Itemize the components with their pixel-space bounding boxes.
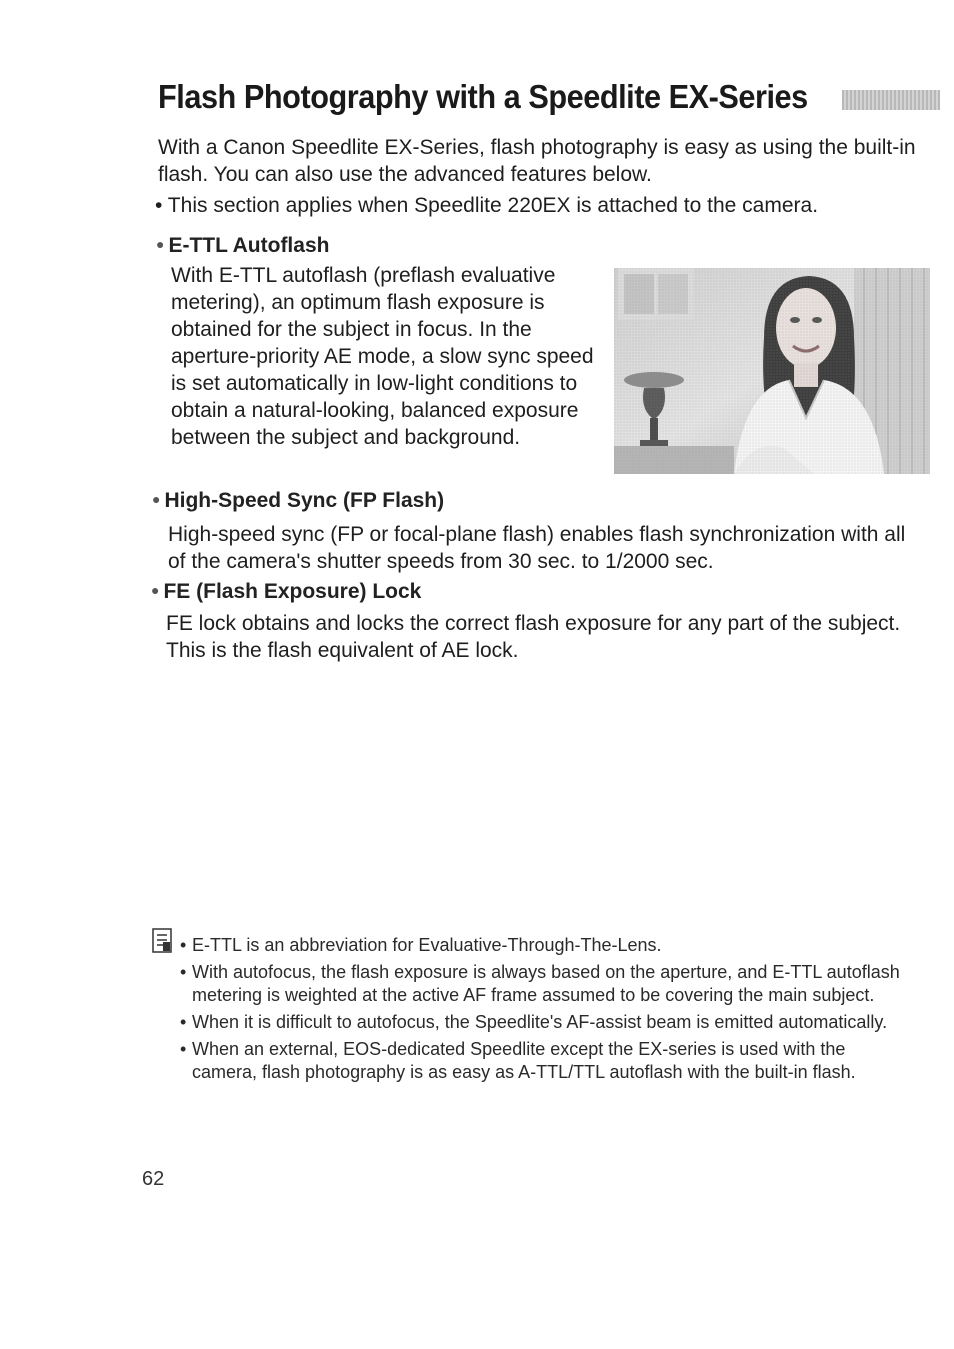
bullet: • [180,1039,187,1059]
title-decoration-bar [842,90,940,110]
list-item [180,934,910,957]
list-item [180,961,910,1007]
section-body-hss: High-speed sync (FP or focal-plane flash) enables flash synchronization with all of the camera's shutter speeds from 30 sec. to 1/2000 sec. [168,523,906,573]
intro-text: With a Canon Speedlite EX-Series, flash photography is easy as using the built-in flash. You can also use the advanced features below. [158,136,916,186]
note-text: E-TTL is an abbreviation for Evaluative-Through-The-Lens. [192,935,662,955]
section-heading-fe-lock-text: FE (Flash Exposure) Lock [163,580,422,603]
circle-bullet-icon: ● [152,491,161,507]
note-text: With autofocus, the flash exposure is always based on the aperture, and E-TTL autoflash metering is weighted at the active AF frame assumed to be covering the main subject. [192,962,900,1005]
section-body-ettl: With E-TTL autoflash (preflash evaluative metering), an optimum flash exposure is obtained for the subject in focus. In the aperture-priority AE mode, a slow sync speed is set automatically in low-light conditions to obtain a natural-looking, balanced exposure between the subject and background. [171,264,594,449]
section-heading-ettl [156,234,329,258]
intro-note: • This section applies when Speedlite 220EX is attached to the camera. [155,194,819,217]
list-item [180,1011,910,1034]
list-item [180,1038,910,1084]
bullet: • [180,935,187,955]
section-body-fe-lock: FE lock obtains and locks the correct flash exposure for any part of the subject. This is the flash equivalent of AE lock. [166,612,901,662]
intro-paragraph [158,134,928,188]
circle-bullet-icon: ● [156,236,165,252]
section-heading-hss [152,489,444,513]
section-heading-fe-lock [151,580,421,604]
note-text: When an external, EOS-dedicated Speedlite except the EX-series is used with the camera, flash photography is as easy as A-TTL/TTL autoflash with the built-in flash. [192,1039,856,1082]
section-heading-ettl-text: E-TTL Autoflash [168,234,330,257]
bullet: • [180,962,187,982]
circle-bullet-icon: ● [151,582,160,598]
notes-list [180,934,910,1088]
note-text: When it is difficult to autofocus, the Speedlite's AF-assist beam is emitted automatically. [192,1012,888,1032]
memo-icon [152,928,174,959]
bullet: • [180,1012,187,1032]
portrait-photo [614,268,930,474]
page-title: Flash Photography with a Speedlite EX-Series [158,78,808,115]
section-heading-hss-text: High-Speed Sync (FP Flash) [164,489,445,512]
page-number: 62 [142,1168,165,1190]
